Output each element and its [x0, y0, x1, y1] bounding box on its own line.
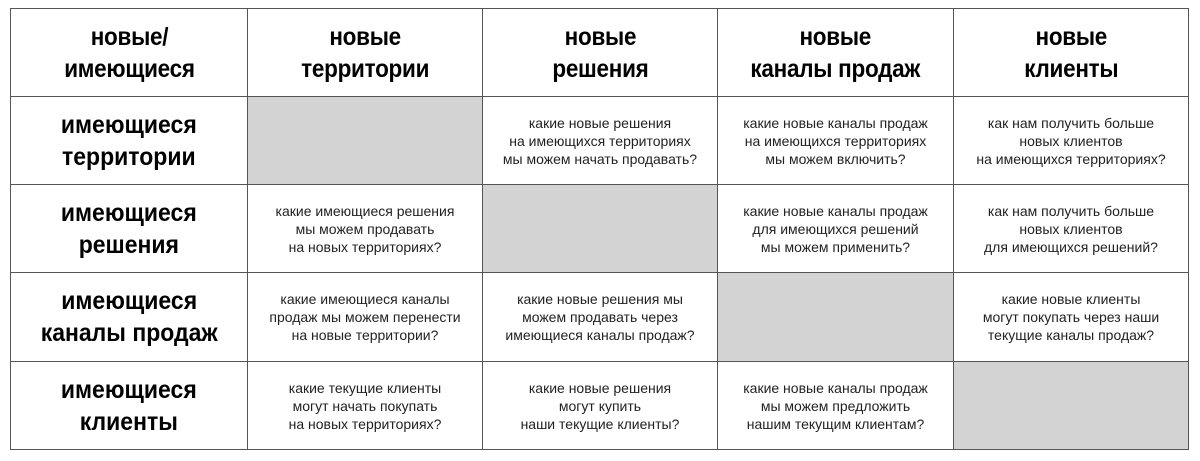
empty-cell	[483, 185, 718, 273]
question-text: какие новые каналы продаж на имеющихся территориях мы можем включить?	[743, 114, 928, 167]
empty-cell	[718, 273, 954, 362]
empty-cell	[248, 97, 483, 185]
row-header-label: имеющиеся решения	[61, 198, 197, 259]
question-text: какие новые решения на имеющихся территориях мы можем начать продавать?	[502, 114, 698, 167]
question-cell	[248, 185, 483, 273]
question-cell	[954, 273, 1189, 362]
question-text: какие новые каналы продаж для имеющихся решений мы можем применить?	[743, 202, 928, 255]
row-header-channels	[11, 273, 248, 362]
question-text: какие новые каналы продаж мы можем предложить нашим текущим клиентам?	[743, 379, 928, 432]
question-cell	[248, 273, 483, 362]
row-header-clients	[11, 362, 248, 450]
row-header-label: имеющиеся территории	[61, 110, 197, 171]
question-text: какие новые решения могут купить наши текущие клиенты?	[520, 379, 680, 432]
question-text: какие текущие клиенты могут начать покупать на новых территориях?	[288, 379, 442, 432]
column-header-territories	[248, 9, 483, 97]
row-header-label: имеющиеся каналы продаж	[40, 287, 218, 347]
question-text: как нам получить больше новых клиентов для имеющихся решений?	[984, 202, 1158, 255]
column-header-label: новые решения	[551, 22, 649, 83]
question-text: какие имеющиеся решения мы можем продавать на новых территориях?	[275, 202, 455, 255]
question-cell	[954, 97, 1189, 185]
corner-cell	[11, 9, 248, 97]
question-text: какие новые клиенты могут покупать через наши текущие каналы продаж?	[982, 291, 1160, 343]
column-header-solutions	[483, 9, 718, 97]
question-text: как нам получить больше новых клиентов на имеющихся территориях?	[976, 114, 1166, 167]
matrix-table	[10, 8, 1189, 450]
column-header-channels	[718, 9, 954, 97]
question-cell	[248, 362, 483, 450]
row-header-territories	[11, 97, 248, 185]
column-header-label: новые каналы продаж	[750, 22, 921, 83]
question-cell	[718, 362, 954, 450]
question-cell	[483, 362, 718, 450]
question-cell	[954, 185, 1189, 273]
empty-cell	[954, 362, 1189, 450]
question-cell	[718, 185, 954, 273]
corner-label: новые/ имеющиеся	[63, 22, 195, 83]
question-cell	[483, 273, 718, 362]
question-cell	[483, 97, 718, 185]
column-header-label: новые клиенты	[1023, 22, 1119, 83]
row-header-label: имеющиеся клиенты	[61, 375, 197, 436]
column-header-label: новые территории	[300, 22, 430, 83]
row-header-solutions	[11, 185, 248, 273]
question-cell	[718, 97, 954, 185]
column-header-clients	[954, 9, 1189, 97]
question-text: какие новые решения мы можем продавать через имеющиеся каналы продаж?	[505, 291, 695, 343]
question-text: какие имеющиеся каналы продаж мы можем перенести на новые территории?	[269, 291, 461, 343]
